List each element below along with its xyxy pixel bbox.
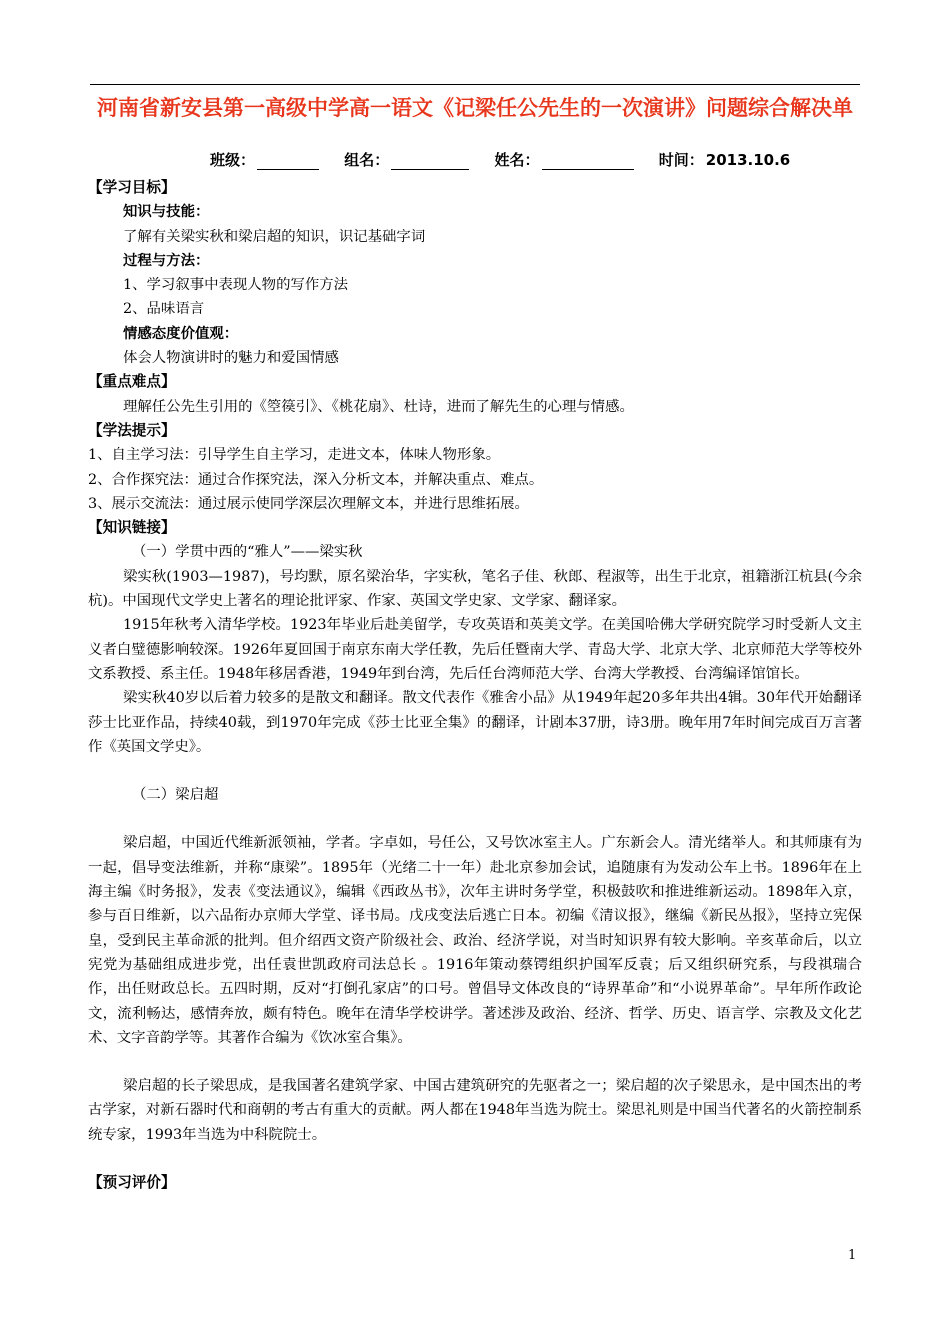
name-label: 姓名： <box>494 151 540 169</box>
process-item: 1、学习叙事中表现人物的写作方法 <box>123 277 349 294</box>
time-label: 时间： <box>658 151 704 169</box>
section-2-title: （二）梁启超 <box>132 787 219 804</box>
spacer <box>88 759 862 783</box>
method-item: 1、自主学习法：引导学生自主学习，走进文本，体味人物形象。 <box>88 447 501 464</box>
knowledge-title: 知识与技能： <box>123 204 210 221</box>
links-heading: 【知识链接】 <box>88 519 176 537</box>
knowledge-text: 了解有关梁实秋和梁启超的知识，识记基础字词 <box>123 228 426 245</box>
key-text: 理解任公先生引用的《箜篌引》、《桃花扇》、杜诗，进而了解先生的心理与情感。 <box>123 398 634 415</box>
main-content <box>88 176 862 1195</box>
spacer <box>88 807 862 831</box>
class-blank <box>257 153 319 170</box>
method-heading: 【学法提示】 <box>88 421 176 439</box>
key-heading: 【重点难点】 <box>88 373 176 391</box>
student-info-line <box>210 150 792 170</box>
method-item: 2、合作探究法：通过合作探究法，深入分析文本，并解决重点、难点。 <box>88 471 544 488</box>
page-title: 河南省新安县第一高级中学高一语文《记梁任公先生的一次演讲》问题综合解决单 <box>97 96 853 120</box>
liang-qichao-paragraph: 梁启超，中国近代维新派领袖，学者。字卓如，号任公，又号饮冰室主人。广东新会人。清光绪举人。和其师康有为一起，倡导变法维新，并称“康梁”。1895年（光绪二十一年）赴北京参加会试，追随康有为发动公车上书。1896年在上海主编《时务报》，发表《变法通议》，编辑《西政丛书》，次年主讲时务学堂，积极鼓吹和推进维新运动。1898年入京，参与百日维新，以六品衔办京师大学堂、译书局。戊戌变法后逃亡日本。初编《清议报》，继编《新民丛报》，坚持立宪保皇，受到民主革命派的批判。但介绍西文资产阶级社会、政治、经济学说，对当时知识界有较大影响。辛亥革命后，以立宪党为基础组成进步党，出任袁世凯政府司法总长 。1916年策动蔡锷组织护国军反袁；后又组织研究系，与段祺瑞合作，出任财政总长。五四时期，反对“打倒孔家店”的口号。曾倡导文体改良的“诗界革命”和“小说界革命”。早年所作政论文，流利畅达，感情奔放，颇有特色。晚年在清华学校讲学。著述涉及政治、经济、哲学、历史、语言学、宗教及文化艺术、文字音韵学等。其著作合编为《饮冰室合集》。 <box>88 835 862 1046</box>
goals-heading: 【学习目标】 <box>88 179 176 196</box>
liang-shiqiu-paragraph: 梁实秋40岁以后着力较多的是散文和翻译。散文代表作《雅舍小品》从1949年起20多年共出4辑。30年代开始翻译莎士比亚作品，持续40载，到1970年完成《莎士比亚全集》的翻译，计剧本37册，诗3册。晚年用7年时间完成百万言著作《英国文学史》。 <box>88 690 862 755</box>
preview-heading: 【预习评价】 <box>88 1173 176 1191</box>
section-1-title: （一）学贯中西的“雅人”——梁实秋 <box>132 544 363 561</box>
emotion-text: 体会人物演讲时的魅力和爱国情感 <box>123 350 339 367</box>
header-rule <box>90 84 860 85</box>
liang-qichao-sons-paragraph: 梁启超的长子梁思成，是我国著名建筑学家、中国古建筑研究的先驱者之一；梁启超的次子梁思永，是中国杰出的考古学家，对新石器时代和商朝的考古有重大的贡献。两人都在1948年当选为院士。梁思礼则是中国当代著名的火箭控制系统专家，1993年当选为中科院院士。 <box>88 1078 862 1143</box>
process-title: 过程与方法： <box>123 252 210 269</box>
method-item: 3、展示交流法：通过展示使同学深层次理解文本，并进行思维拓展。 <box>88 495 529 512</box>
time-value: 2013.10.6 <box>705 151 791 169</box>
liang-shiqiu-paragraph: 1915年秋考入清华学校。1923年毕业后赴美留学，专攻英语和英美文学。在美国哈佛大学研究院学习时受新人文主义者白璧德影响较深。1926年夏回国于南京东南大学任教，先后任暨南大学、青岛大学、北京大学、北京师范大学等校外文系教授、系主任。1948年移居香港，1949年到台湾，先后任台湾师范大学、台湾大学教授、台湾编译馆馆长。 <box>88 617 862 682</box>
group-blank <box>391 153 469 170</box>
liang-shiqiu-paragraph: 梁实秋(1903—1987)，号均默，原名梁治华，字实秋，笔名子佳、秋郎、程淑等，出生于北京，祖籍浙江杭县(今余杭)。中国现代文学史上著名的理论批评家、作家、英国文学史家、文学家、翻译家。 <box>88 568 862 610</box>
emotion-title: 情感态度价值观： <box>123 325 239 342</box>
class-label: 班级： <box>210 151 256 169</box>
page-number: 1 <box>848 1248 857 1263</box>
spacer <box>88 1050 862 1074</box>
group-label: 组名： <box>344 151 390 169</box>
name-blank <box>542 153 634 170</box>
process-item: 2、品味语言 <box>123 301 205 318</box>
spacer <box>88 1147 862 1171</box>
